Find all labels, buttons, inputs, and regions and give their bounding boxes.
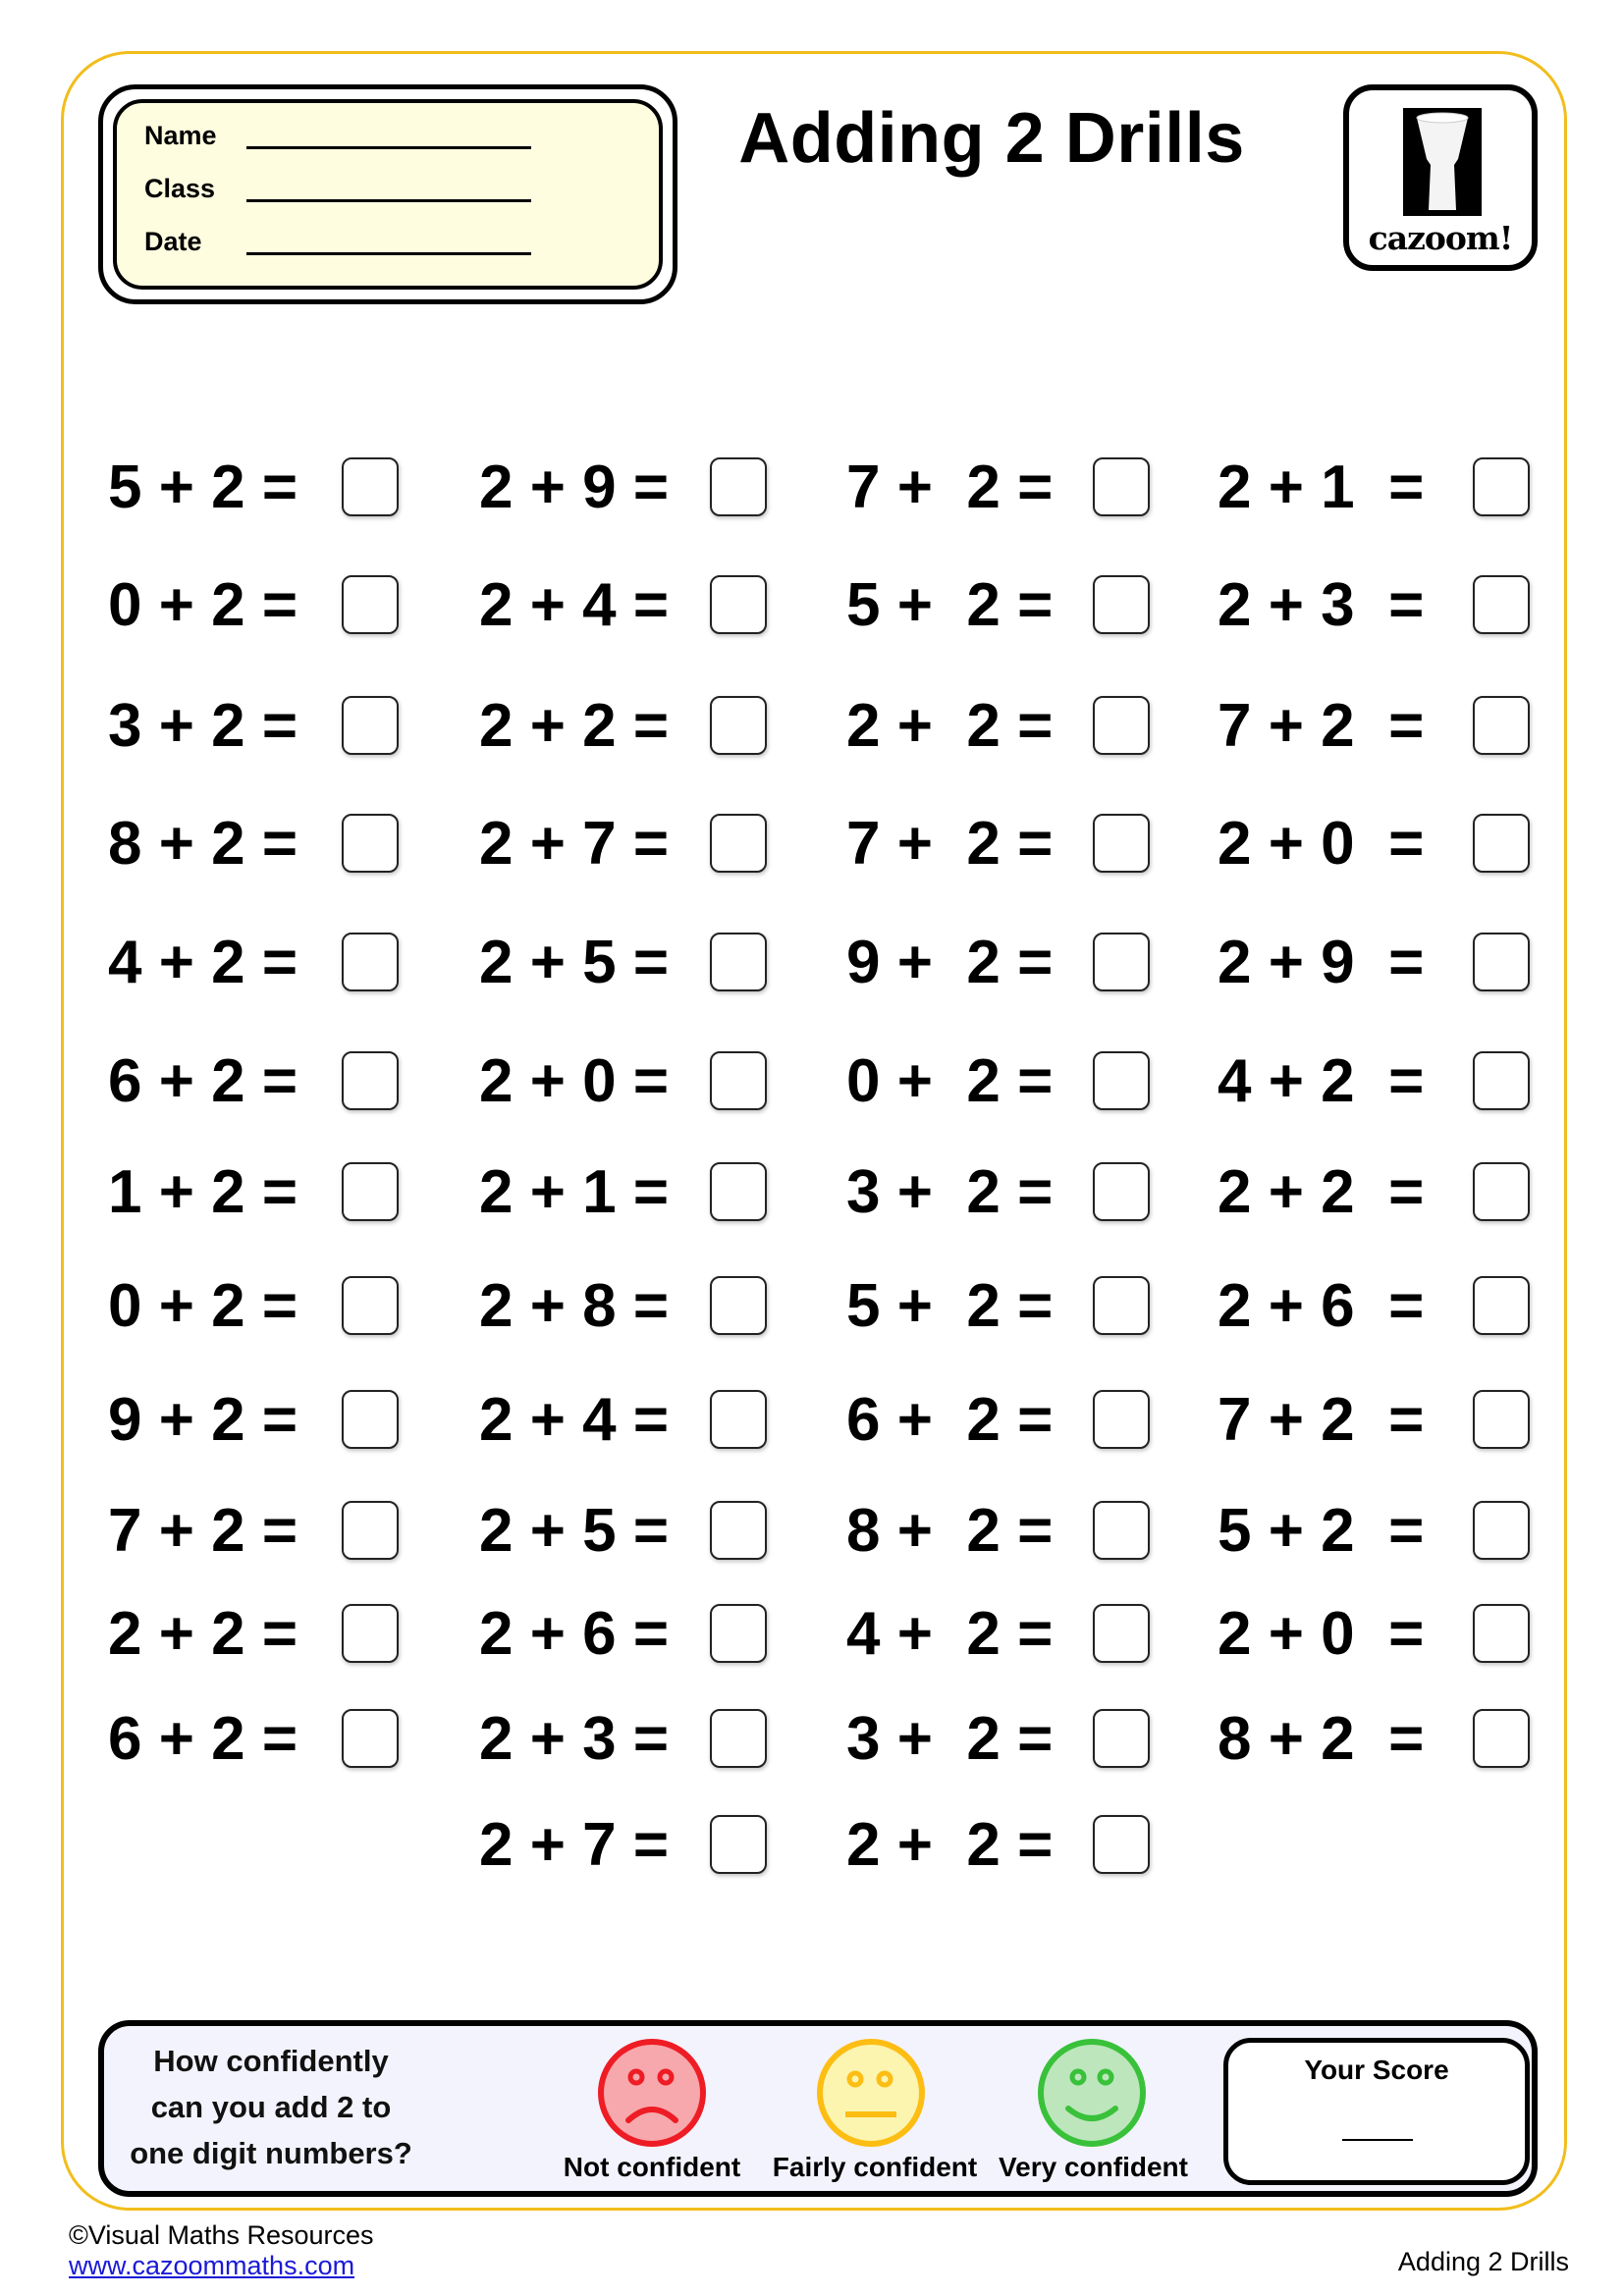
answer-box[interactable] xyxy=(342,1162,399,1221)
problem-row xyxy=(1218,1705,1424,1774)
problem-row xyxy=(1218,929,1424,997)
confidence-question: How confidently can you add 2 to one digit numbers? xyxy=(130,2044,412,2170)
problem-expression: 0 + 2 = xyxy=(108,1272,298,1340)
fairly-confident-label: Fairly confident xyxy=(772,2152,978,2182)
answer-box[interactable] xyxy=(1473,1162,1530,1221)
page-border xyxy=(61,51,1567,2211)
very-confident-label: Very confident xyxy=(999,2152,1188,2182)
problem-row xyxy=(1218,1497,1424,1566)
problem-expression: 2 + 6 = xyxy=(1218,1272,1425,1340)
problem-row xyxy=(108,692,298,761)
website-link[interactable]: www.cazoommaths.com xyxy=(69,2251,355,2280)
problem-expression: 5 + 2 = xyxy=(846,1272,1054,1340)
problem-row xyxy=(479,1047,669,1116)
neutral-face-icon[interactable] xyxy=(816,2038,926,2148)
problem-row xyxy=(846,1272,1053,1341)
problem-expression: 2 + 1 = xyxy=(1218,454,1425,521)
not-confident-label: Not confident xyxy=(563,2152,741,2182)
problem-expression: 3 + 2 = xyxy=(108,692,298,760)
answer-box[interactable] xyxy=(342,1501,399,1560)
answer-box[interactable] xyxy=(1473,1604,1530,1663)
problem-expression: 7 + 2 = xyxy=(1218,692,1425,760)
problem-expression: 9 + 2 = xyxy=(108,1386,298,1454)
score-field[interactable] xyxy=(1342,2139,1413,2141)
score-box xyxy=(1223,2038,1530,2185)
problem-row xyxy=(479,929,669,997)
problem-row xyxy=(108,454,298,522)
problem-expression: 7 + 2 = xyxy=(1218,1386,1425,1454)
problem-row xyxy=(479,1272,669,1341)
answer-box[interactable] xyxy=(710,1390,767,1449)
problem-row xyxy=(1218,1158,1424,1227)
answer-box[interactable] xyxy=(342,1276,399,1335)
answer-box[interactable] xyxy=(1093,814,1150,873)
answer-box[interactable] xyxy=(342,814,399,873)
answer-box[interactable] xyxy=(1093,1276,1150,1335)
confidence-panel xyxy=(98,2020,1538,2197)
answer-box[interactable] xyxy=(342,1390,399,1449)
answer-box[interactable] xyxy=(1473,933,1530,991)
answer-box[interactable] xyxy=(1473,1276,1530,1335)
problem-row xyxy=(479,454,669,522)
problem-expression: 2 + 4 = xyxy=(479,571,670,639)
problem-expression: 8 + 2 = xyxy=(846,1497,1054,1565)
answer-box[interactable] xyxy=(1473,814,1530,873)
name-label: Name xyxy=(144,121,217,150)
problem-row xyxy=(108,1047,298,1116)
problem-row xyxy=(108,1497,298,1566)
problem-row xyxy=(108,571,298,640)
answer-box[interactable] xyxy=(342,696,399,755)
problem-row xyxy=(1218,571,1424,640)
problem-expression: 6 + 2 = xyxy=(108,1047,298,1115)
problem-row xyxy=(846,692,1053,761)
problem-row xyxy=(846,1811,1053,1880)
answer-box[interactable] xyxy=(1473,457,1530,516)
answer-box[interactable] xyxy=(710,457,767,516)
problem-row xyxy=(108,1158,298,1227)
answer-box[interactable] xyxy=(710,1815,767,1874)
problem-row xyxy=(479,1705,669,1774)
problem-row xyxy=(846,1497,1053,1566)
answer-box[interactable] xyxy=(1473,1501,1530,1560)
answer-box[interactable] xyxy=(1473,1051,1530,1110)
cazoom-logo xyxy=(1343,84,1538,271)
problem-expression: 2 + 2 = xyxy=(846,692,1054,760)
problem-row xyxy=(1218,1047,1424,1116)
answer-box[interactable] xyxy=(342,933,399,991)
problem-row xyxy=(1218,1386,1424,1455)
logo-text: cazoom! xyxy=(1368,219,1513,257)
problem-row xyxy=(846,810,1053,879)
problem-expression: 2 + 8 = xyxy=(479,1272,670,1340)
problem-expression: 2 + 9 = xyxy=(1218,929,1425,996)
answer-box[interactable] xyxy=(1093,1709,1150,1768)
answer-box[interactable] xyxy=(1093,933,1150,991)
problem-row xyxy=(479,1811,669,1880)
answer-box[interactable] xyxy=(1473,1709,1530,1768)
class-field[interactable] xyxy=(246,199,531,202)
problem-expression: 8 + 2 = xyxy=(108,810,298,878)
problem-expression: 7 + 2 = xyxy=(846,810,1054,878)
problem-row xyxy=(846,1047,1053,1116)
answer-box[interactable] xyxy=(710,1501,767,1560)
score-label: Your Score xyxy=(1304,2055,1449,2085)
problem-expression: 2 + 5 = xyxy=(479,1497,670,1565)
answer-box[interactable] xyxy=(1093,1815,1150,1874)
sad-face-icon[interactable] xyxy=(597,2038,707,2148)
problem-expression: 2 + 2 = xyxy=(108,1600,298,1668)
problem-expression: 2 + 2 = xyxy=(1218,1158,1425,1226)
problem-expression: 7 + 2 = xyxy=(846,454,1054,521)
problem-row xyxy=(1218,692,1424,761)
problem-expression: 2 + 7 = xyxy=(479,810,670,878)
problem-row xyxy=(108,1600,298,1669)
problem-expression: 4 + 2 = xyxy=(108,929,298,996)
answer-box[interactable] xyxy=(1473,696,1530,755)
class-label: Class xyxy=(144,174,216,203)
answer-box[interactable] xyxy=(1093,1501,1150,1560)
answer-box[interactable] xyxy=(710,814,767,873)
answer-box[interactable] xyxy=(710,933,767,991)
problem-expression: 6 + 2 = xyxy=(108,1705,298,1773)
name-field[interactable] xyxy=(246,146,531,149)
problem-expression: 5 + 2 = xyxy=(1218,1497,1425,1565)
problem-expression: 2 + 2 = xyxy=(846,1811,1054,1879)
date-label: Date xyxy=(144,227,202,256)
problem-row xyxy=(479,1386,669,1455)
answer-box[interactable] xyxy=(710,1162,767,1221)
djembe-drum-icon xyxy=(1403,108,1482,216)
answer-box[interactable] xyxy=(1473,575,1530,634)
answer-box[interactable] xyxy=(342,1604,399,1663)
problem-row xyxy=(1218,454,1424,522)
footer-page-title: Adding 2 Drills xyxy=(1397,2247,1569,2276)
answer-box[interactable] xyxy=(1093,696,1150,755)
answer-box[interactable] xyxy=(710,1051,767,1110)
problem-row xyxy=(846,1158,1053,1227)
problem-expression: 2 + 1 = xyxy=(479,1158,670,1226)
problem-expression: 5 + 2 = xyxy=(846,571,1054,639)
problem-expression: 4 + 2 = xyxy=(1218,1047,1425,1115)
answer-box[interactable] xyxy=(1093,1162,1150,1221)
answer-box[interactable] xyxy=(1093,1604,1150,1663)
problem-row xyxy=(108,1705,298,1774)
problem-expression: 0 + 2 = xyxy=(108,571,298,639)
problem-row xyxy=(108,1272,298,1341)
problem-row xyxy=(479,1600,669,1669)
copyright-text: ©Visual Maths Resources xyxy=(69,2220,374,2250)
problem-expression: 2 + 0 = xyxy=(1218,810,1425,878)
problem-expression: 8 + 2 = xyxy=(1218,1705,1425,1773)
problem-expression: 2 + 6 = xyxy=(479,1600,670,1668)
problem-row xyxy=(846,1600,1053,1669)
answer-box[interactable] xyxy=(1093,457,1150,516)
name-field-row xyxy=(144,121,531,151)
problem-row xyxy=(1218,1600,1424,1669)
problem-expression: 2 + 9 = xyxy=(479,454,670,521)
problem-expression: 3 + 2 = xyxy=(846,1705,1054,1773)
answer-box[interactable] xyxy=(710,1709,767,1768)
answer-box[interactable] xyxy=(710,696,767,755)
problem-row xyxy=(846,454,1053,522)
answer-box[interactable] xyxy=(1473,1390,1530,1449)
date-field-row xyxy=(144,227,531,257)
answer-box[interactable] xyxy=(1093,1051,1150,1110)
problem-row xyxy=(108,1386,298,1455)
problem-row xyxy=(479,692,669,761)
problem-expression: 1 + 2 = xyxy=(108,1158,298,1226)
problem-row xyxy=(846,929,1053,997)
problem-expression: 7 + 2 = xyxy=(108,1497,298,1565)
problem-row xyxy=(846,1705,1053,1774)
answer-box[interactable] xyxy=(1093,575,1150,634)
problem-expression: 4 + 2 = xyxy=(846,1600,1054,1668)
problem-row xyxy=(479,571,669,640)
problem-expression: 2 + 7 = xyxy=(479,1811,670,1879)
problem-expression: 2 + 2 = xyxy=(479,692,670,760)
problem-expression: 9 + 2 = xyxy=(846,929,1054,996)
date-field[interactable] xyxy=(246,252,531,255)
problem-row xyxy=(1218,1272,1424,1341)
problem-expression: 0 + 2 = xyxy=(846,1047,1054,1115)
problem-row xyxy=(1218,810,1424,879)
answer-box[interactable] xyxy=(710,1604,767,1663)
problem-row xyxy=(108,810,298,879)
problem-row xyxy=(479,1497,669,1566)
problem-expression: 2 + 3 = xyxy=(479,1705,670,1773)
answer-box[interactable] xyxy=(710,1276,767,1335)
answer-box[interactable] xyxy=(342,457,399,516)
problem-row xyxy=(846,571,1053,640)
problem-expression: 2 + 3 = xyxy=(1218,571,1425,639)
page-title: Adding 2 Drills xyxy=(738,99,1245,178)
answer-box[interactable] xyxy=(342,1051,399,1110)
answer-box[interactable] xyxy=(710,575,767,634)
student-info-box xyxy=(98,84,677,304)
problem-row xyxy=(846,1386,1053,1455)
answer-box[interactable] xyxy=(342,1709,399,1768)
problem-row xyxy=(108,929,298,997)
problem-row xyxy=(479,810,669,879)
answer-box[interactable] xyxy=(342,575,399,634)
problem-expression: 3 + 2 = xyxy=(846,1158,1054,1226)
answer-box[interactable] xyxy=(1093,1390,1150,1449)
class-field-row xyxy=(144,174,531,204)
problem-row xyxy=(479,1158,669,1227)
problem-expression: 2 + 0 = xyxy=(479,1047,670,1115)
problem-expression: 2 + 0 = xyxy=(1218,1600,1425,1668)
problem-expression: 6 + 2 = xyxy=(846,1386,1054,1454)
problem-expression: 2 + 4 = xyxy=(479,1386,670,1454)
happy-face-icon[interactable] xyxy=(1037,2038,1147,2148)
problem-expression: 5 + 2 = xyxy=(108,454,298,521)
problem-expression: 2 + 5 = xyxy=(479,929,670,996)
